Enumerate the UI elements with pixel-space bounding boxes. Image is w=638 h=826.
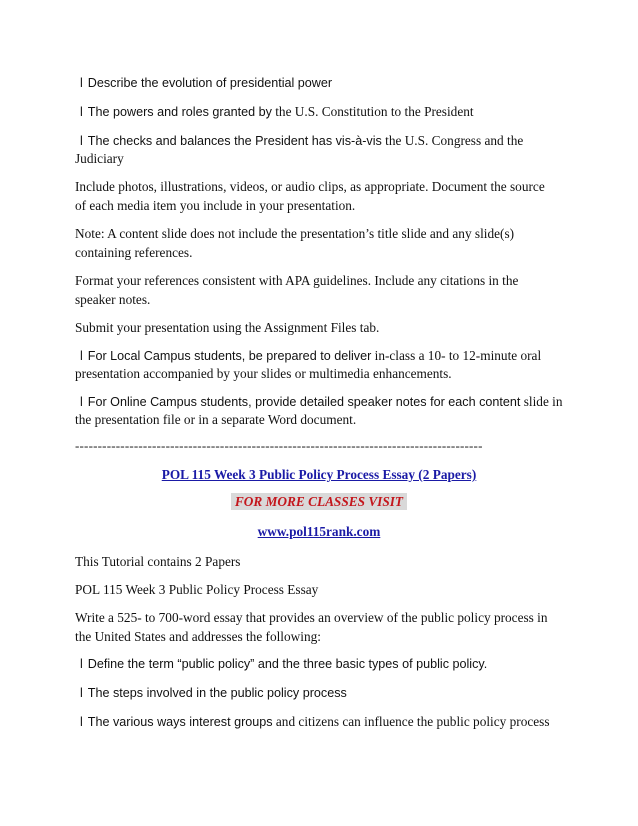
paragraph-line: Include photos, illustrations, videos, or audio clips, as appropriate. Document the source bbox=[75, 179, 545, 194]
bullet-item bbox=[80, 394, 570, 410]
bullet-icon: l bbox=[80, 657, 83, 671]
bullet-text: For Local Campus students, be prepared to deliver bbox=[87, 349, 372, 363]
heading-row bbox=[0, 467, 638, 483]
bullet-icon: l bbox=[80, 395, 83, 409]
bullet-text-serif: the U.S. Constitution to the President bbox=[271, 104, 474, 119]
bullet-item bbox=[80, 348, 570, 364]
dashed-divider: ------------------------------------------------------------------------------------------ bbox=[75, 438, 483, 453]
essay-title: POL 115 Week 3 Public Policy Process Essay bbox=[75, 582, 319, 597]
promo-row bbox=[0, 494, 638, 510]
paragraph-line: the United States and addresses the following: bbox=[75, 629, 321, 644]
paragraph-line: Format your references consistent with APA guidelines. Include any citations in the bbox=[75, 273, 519, 288]
paragraph-line: of each media item you include in your presentation. bbox=[75, 198, 356, 213]
bullet-item bbox=[80, 104, 570, 120]
paragraph-line: containing references. bbox=[75, 245, 193, 260]
bullet-icon: l bbox=[80, 76, 83, 90]
bullet-item bbox=[80, 75, 570, 91]
bullet-text-serif: and citizens can influence the public policy process bbox=[272, 714, 550, 729]
paragraph-line: Note: A content slide does not include the presentation’s title slide and any slide(s) bbox=[75, 226, 515, 241]
site-link-row bbox=[0, 524, 638, 540]
paragraph-line: speaker notes. bbox=[75, 292, 151, 307]
bullet-text: The powers and roles granted by bbox=[87, 105, 272, 119]
bullet-text: The various ways interest groups bbox=[87, 715, 273, 729]
bullet-text: Describe the evolution of presidential power bbox=[87, 76, 333, 90]
paragraph-line: Write a 525- to 700-word essay that provides an overview of the public policy process in bbox=[75, 610, 548, 625]
bullet-item bbox=[80, 656, 570, 672]
bullet-text: The steps involved in the public policy process bbox=[87, 686, 347, 700]
site-link[interactable]: www.pol115rank.com bbox=[257, 524, 381, 539]
bullet-continuation: the presentation file or in a separate Word document. bbox=[75, 412, 357, 427]
bullet-continuation: presentation accompanied by your slides or multimedia enhancements. bbox=[75, 366, 452, 381]
bullet-icon: l bbox=[80, 686, 83, 700]
course-heading-link[interactable]: POL 115 Week 3 Public Policy Process Essay (2 Papers) bbox=[161, 467, 477, 482]
paragraph-line: Submit your presentation using the Assignment Files tab. bbox=[75, 320, 380, 335]
bullet-icon: l bbox=[80, 105, 83, 119]
bullet-item bbox=[80, 685, 570, 701]
promo-banner: FOR MORE CLASSES VISIT bbox=[231, 493, 407, 510]
bullet-item bbox=[80, 133, 570, 149]
bullet-text-serif: in-class a 10- to 12-minute oral bbox=[371, 348, 542, 363]
bullet-text-serif: slide in bbox=[520, 394, 563, 409]
bullet-continuation: Judiciary bbox=[75, 151, 124, 166]
bullet-icon: l bbox=[80, 349, 83, 363]
paragraph-line: This Tutorial contains 2 Papers bbox=[75, 554, 241, 569]
bullet-icon: l bbox=[80, 134, 83, 148]
bullet-item bbox=[80, 714, 570, 730]
bullet-text: For Online Campus students, provide detailed speaker notes for each content bbox=[87, 395, 521, 409]
bullet-text: Define the term “public policy” and the three basic types of public policy. bbox=[87, 657, 488, 671]
bullet-icon: l bbox=[80, 715, 83, 729]
bullet-text-serif: the U.S. Congress and the bbox=[381, 133, 524, 148]
bullet-text: The checks and balances the President has vis-à-vis bbox=[87, 134, 382, 148]
